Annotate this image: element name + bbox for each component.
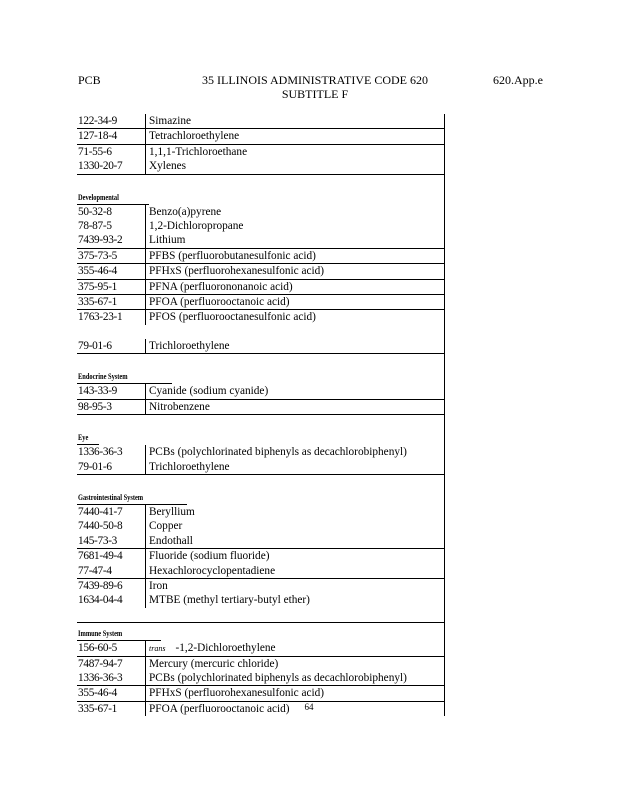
chemical-name: 1,2-Dichloropropane [149,219,244,232]
chemical-name: Hexachlorocyclopentadiene [149,564,276,577]
table-row [77,114,445,128]
chemical-name: PCBs (polychlorinated biphenyls as decachlorobiphenyl) [149,671,407,684]
cas-number: 79-01-6 [78,340,112,353]
chemical-name: Trichloroethylene [149,460,230,473]
cas-number: 335-67-1 [78,295,118,308]
header-title-line1: 35 ILLINOIS ADMINISTRATIVE CODE 620 [202,73,428,87]
cas-number: 122-34-9 [78,115,118,127]
table-row [77,279,445,294]
chemical-name: Tetrachloroethylene [149,130,240,143]
table-row [77,248,445,263]
table-row [77,593,445,607]
cas-number: 127-18-4 [78,130,118,143]
section-header-immune [77,622,445,641]
table-row [77,309,445,324]
cas-number: 7681-49-4 [78,550,123,563]
cas-number: 1330-20-7 [78,160,123,173]
cas-number: 355-46-4 [78,265,118,278]
cas-number: 7440-50-8 [78,520,123,533]
cas-number: 335-67-1 [78,702,118,715]
cas-number: 1634-04-4 [78,594,123,607]
cas-number: 375-73-5 [78,249,118,262]
table-row [77,263,445,278]
section-label: Eye [78,433,89,443]
section-header-eye [77,414,445,445]
table-row [77,564,445,578]
chemical-name-text: -1,2-Dichloroethylene [175,642,276,655]
section-label: Developmental [78,192,119,202]
table-row [77,128,445,143]
cas-number: 145-73-3 [78,534,118,547]
blank-row [77,608,445,622]
chemical-name: PFHxS (perfluorohexanesulfonic acid) [149,265,325,278]
chemical-table [77,114,445,716]
cas-number: 156-60-5 [78,642,118,655]
cas-number: 1763-23-1 [78,311,123,324]
chemical-name: Benzo(a)pyrene [149,205,222,218]
cas-number: 7487-94-7 [78,657,123,670]
chemical-name: Xylenes [149,160,187,173]
cas-number: 7439-93-2 [78,234,123,247]
table-row [77,519,445,533]
chemical-name: Fluoride (sodium fluoride) [149,550,270,563]
section-header-gastrointestinal [77,474,445,505]
table-row [77,505,445,519]
table-row [77,641,445,655]
table-row [77,460,445,474]
section-header-endocrine [77,353,445,384]
chemical-name: Copper [149,520,183,533]
chemical-name: Iron [149,579,168,592]
chemical-name: PCBs (polychlorinated biphenyls as decachlorobiphenyl) [149,446,407,459]
trans-prefix: trans [149,644,166,654]
cas-number: 78-87-5 [78,219,112,232]
table-row [77,384,445,398]
table-row [77,339,445,353]
table-row [77,671,445,685]
chemical-name: PFOA (perfluorooctanoic acid) [149,295,290,308]
chemical-name: PFNA (perfluorononanoic acid) [149,280,293,293]
chemical-name: Nitrobenzene [149,400,210,413]
chemical-name: Cyanide (sodium cyanide) [149,385,269,398]
cas-number: 77-47-4 [78,564,112,577]
section-label: Immune System [78,629,123,639]
cas-number: 7440-41-7 [78,506,123,519]
header-title [150,73,480,101]
blank-row [77,325,445,339]
table-row [77,578,445,593]
chemical-name: PFBS (perfluorobutanesulfonic acid) [149,249,316,262]
chemical-name [149,641,276,656]
chemical-name: PFHxS (perfluorohexanesulfonic acid) [149,687,325,700]
table-row [77,294,445,309]
table-row [77,548,445,563]
chemical-name: Mercury (mercuric chloride) [149,657,279,670]
cas-number: 143-33-9 [78,385,118,398]
cas-number: 50-32-8 [78,205,112,218]
chemical-name: Beryllium [149,506,195,519]
header-title-line2: SUBTITLE F [281,87,349,101]
cas-number: 375-95-1 [78,280,118,293]
cas-number: 7439-89-6 [78,579,123,592]
cas-number: 71-55-6 [78,145,112,158]
section-label: Gastrointestinal System [78,493,144,503]
cas-number: 1336-36-3 [78,446,123,459]
section-label: Endocrine System [78,372,128,382]
chemical-name: Trichloroethylene [149,340,230,353]
table-row [77,399,445,414]
header-right: 620.App.e [493,73,543,87]
cas-number: 79-01-6 [78,460,112,473]
table-row [77,685,445,700]
table-row [77,233,445,247]
table-row [77,445,445,459]
table-row [77,159,445,173]
page-number: 64 [304,702,314,712]
section-header-developmental [77,174,445,205]
cas-number: 98-95-3 [78,400,112,413]
cas-number: 355-46-4 [78,687,118,700]
table-row [77,205,445,219]
table-row [77,534,445,548]
table-row [77,656,445,671]
chemical-name: MTBE (methyl tertiary-butyl ether) [149,594,310,607]
chemical-name: Simazine [149,115,192,127]
chemical-name: PFOA (perfluorooctanoic acid) [149,702,290,715]
header-left: PCB [78,73,101,87]
chemical-name: Lithium [149,234,186,247]
chemical-name: 1,1,1-Trichloroethane [149,145,248,158]
chemical-name: PFOS (perfluorooctanesulfonic acid) [149,311,316,324]
table-row [77,219,445,233]
chemical-name: Endothall [149,534,193,547]
table-row [77,144,445,159]
cas-number: 1336-36-3 [78,671,123,684]
